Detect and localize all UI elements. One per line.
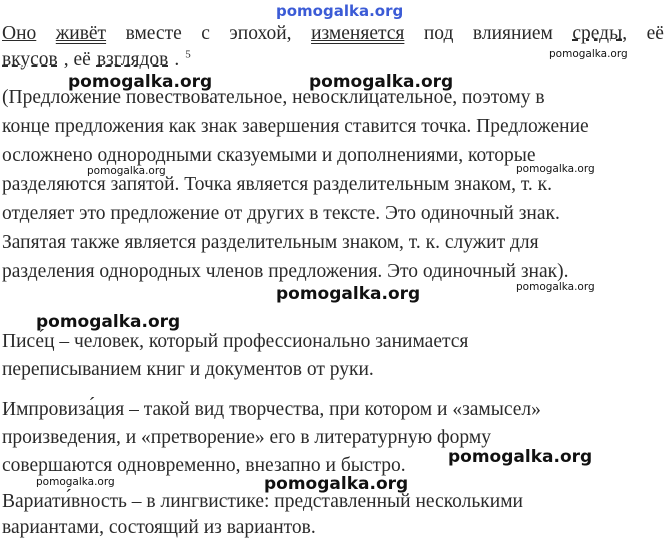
footnote-mark: 5: [185, 48, 191, 61]
object-word: взглядов: [96, 49, 169, 70]
analysis-text: разделения однородных членов предложения. Это одиночный знак).: [2, 261, 569, 282]
watermark: pomogalka.org: [87, 165, 166, 177]
analysis-text: отделяет это предложение от других в тексте. Это одиночный знак.: [2, 203, 560, 224]
definition-text: Вариати́вность – в лингвистике: представленный несколькими: [2, 491, 523, 512]
definition-1-line-2: [2, 358, 664, 382]
definition-text: переписыванием книг и документов от руки.: [2, 359, 374, 380]
sentence-line-1: [2, 22, 664, 46]
definition-text: произведения, и «претворение» его в литературную форму: [2, 427, 491, 448]
watermark: pomogalka.org: [549, 48, 628, 60]
analysis-text: Запятая также является разделительным знаком, т. к. служит для: [2, 232, 539, 253]
predicate-word: изменяется: [311, 23, 405, 44]
analysis-line-5: [2, 202, 664, 226]
analysis-text: осложнено однородными сказуемыми и дополнениями, которые: [2, 145, 536, 166]
comma: ,: [622, 23, 628, 44]
definition-text: Писе́ц – человек, который профессионально занимается: [2, 331, 469, 352]
analysis-line-2: [2, 115, 664, 139]
definition-3-line-2: [2, 516, 664, 540]
analysis-text: разделяются запятой. Точка является разделительным знаком, т. к.: [2, 174, 552, 195]
analysis-line-6: [2, 231, 664, 255]
watermark: pomogalka.org: [36, 476, 115, 488]
word: влиянием: [472, 23, 553, 44]
watermark: pomogalka.org: [516, 281, 595, 293]
analysis-text: (Предложение повествовательное, невосклицательное, поэтому в: [2, 87, 545, 108]
word: эпохой,: [229, 23, 292, 44]
subject-word: Оно: [2, 23, 37, 44]
definition-text: Импровиза́ция – такой вид творчества, при котором и «замысел»: [2, 399, 541, 420]
word: её: [646, 23, 664, 44]
watermark: pomogalka.org: [264, 474, 409, 494]
definition-1-line-1: [2, 330, 664, 354]
object-word: среды: [572, 23, 623, 44]
watermark: pomogalka.org: [276, 284, 421, 304]
word: с: [201, 23, 210, 44]
watermark: pomogalka.org: [36, 312, 181, 332]
definition-text: совершаются одновременно, внезапно и быстро.: [2, 455, 406, 476]
definition-text: вариантами, состоящий из вариантов.: [2, 517, 316, 538]
period: .: [174, 49, 180, 70]
word: под: [423, 23, 454, 44]
object-word: вкусов: [2, 49, 58, 70]
analysis-text: конце предложения как знак завершения ставится точка. Предложение: [2, 116, 589, 137]
definition-2-line-1: [2, 398, 664, 422]
watermark: pomogalka.org: [68, 72, 213, 92]
word: , её: [63, 49, 91, 70]
watermark: pomogalka.org: [448, 447, 593, 467]
word: вместе: [125, 23, 182, 44]
predicate-word: живёт: [55, 23, 107, 44]
watermark: pomogalka.org: [276, 2, 404, 20]
watermark: pomogalka.org: [309, 72, 454, 92]
watermark: pomogalka.org: [516, 163, 595, 175]
